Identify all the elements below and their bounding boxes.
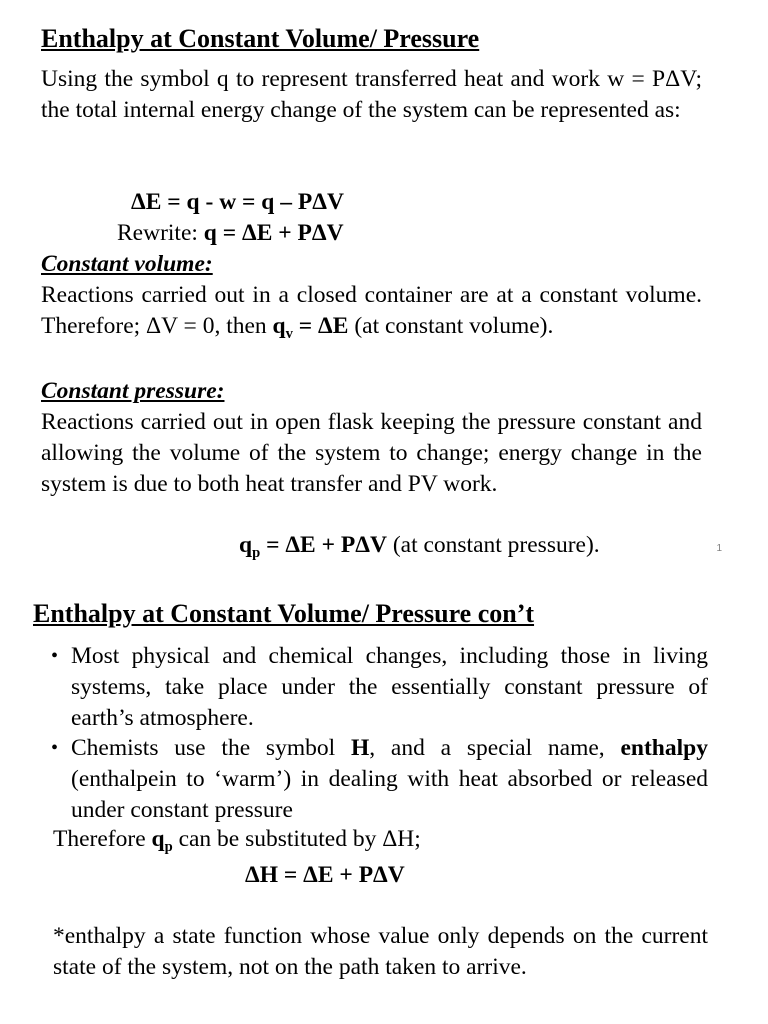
qp-symbol: [239, 532, 387, 562]
bullet-marker: •: [51, 645, 59, 667]
qp-subscript: p: [164, 839, 173, 856]
intro-paragraph: Using the symbol q to represent transferred heat and work w = PΔV; the total internal energy change of the system can be represented as:: [41, 66, 702, 123]
qv-subscript: v: [285, 325, 293, 342]
constant-pressure-paragraph: Reactions carried out in open flask keeping the pressure constant and allowing the volume of the system to change; energy change in the system is due to both heat transfer and PV work.: [41, 409, 702, 497]
slide-title: Enthalpy at Constant Volume/ Pressure con’t: [33, 599, 535, 628]
qp-equation-line: [239, 530, 600, 560]
constant-pressure-heading: Constant pressure:: [41, 378, 225, 404]
qv-equation: = ΔE: [292, 312, 349, 339]
enthalpy-term: enthalpy: [620, 735, 708, 762]
qp-q: q: [151, 826, 165, 852]
bullet-marker: •: [51, 737, 59, 760]
bullet-text-a: Chemists use the symbol: [71, 735, 351, 762]
internal-energy-equation: ΔE = q - w = q – PΔV: [131, 189, 344, 215]
qp-subscript: p: [252, 545, 261, 562]
bullet-text: Most physical and chemical changes, including those in living systems, take place under the essentially constant pressure of earth’s atmosphere.: [71, 643, 708, 731]
enthalpy-equation: ΔH = ΔE + PΔV: [245, 862, 405, 888]
constant-volume-heading: Constant volume:: [41, 251, 213, 277]
rewrite-line: [117, 218, 344, 248]
rewrite-label: Rewrite:: [117, 220, 204, 246]
bullet-text-b: , and a special name,: [369, 735, 621, 762]
state-function-note: *enthalpy a state function whose value only depends on the current state of the system, not on the path taken to arrive.: [53, 923, 708, 980]
list-item: [50, 733, 708, 825]
constant-volume-tail: (at constant volume).: [348, 312, 554, 339]
page-number: 1: [716, 543, 722, 554]
constant-volume-text: Reactions carried out in a closed container are at a constant volume. Therefore; ΔV = 0, then: [41, 282, 702, 339]
therefore-line: [53, 824, 421, 854]
slide-title: Enthalpy at Constant Volume/ Pressure: [41, 24, 480, 53]
list-item: [50, 641, 708, 733]
qv-symbol: [272, 312, 349, 342]
qv-q: q: [272, 312, 286, 339]
symbol-h: H: [350, 735, 370, 762]
rewrite-equation: q = ΔE + PΔV: [203, 220, 344, 246]
qp-equation: = ΔE + PΔV: [260, 532, 387, 558]
slide-2: [0, 580, 768, 1024]
qp-tail: (at constant pressure).: [386, 532, 600, 558]
constant-volume-paragraph: [41, 280, 702, 342]
therefore-text-b: can be substituted by ΔH;: [172, 826, 421, 852]
qp-q: q: [239, 532, 253, 558]
therefore-text-a: Therefore: [53, 826, 152, 852]
qp-symbol: [151, 826, 173, 856]
bullet-list: [50, 641, 708, 826]
bullet-text-c: (enthalpein to ‘warm’) in dealing with heat absorbed or released under constant pressure: [71, 766, 708, 823]
